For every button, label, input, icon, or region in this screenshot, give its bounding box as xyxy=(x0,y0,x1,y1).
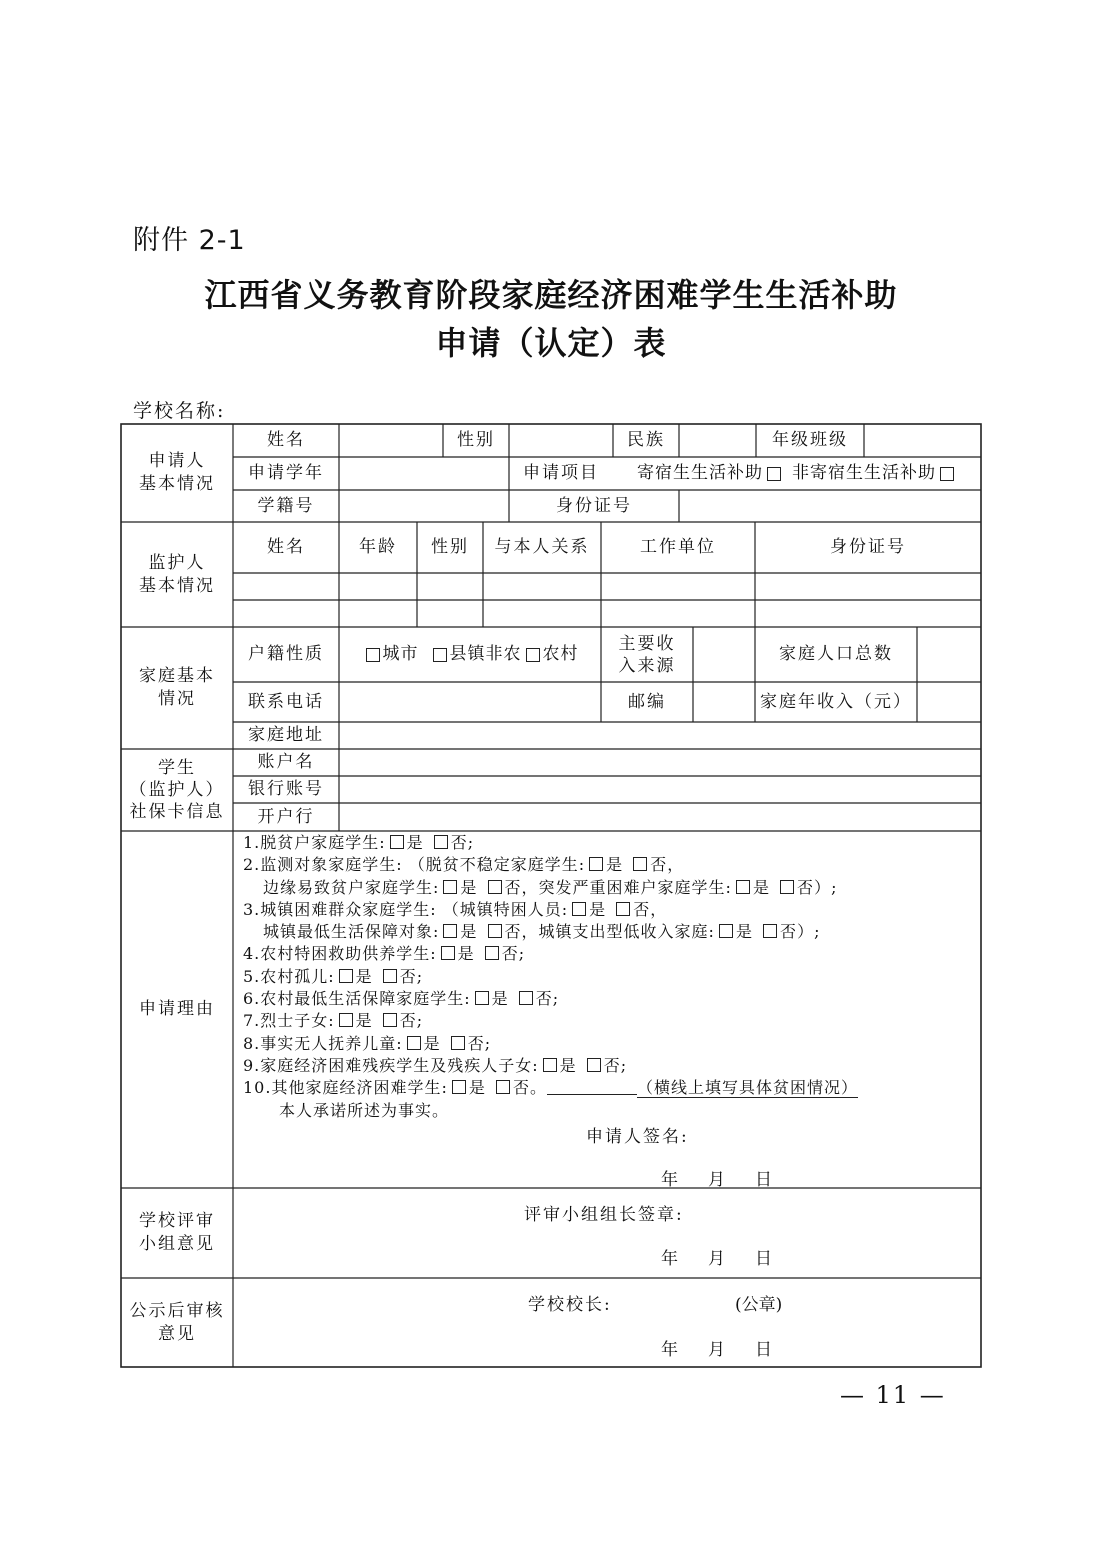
label-income-source: 主要收 入来源 xyxy=(618,633,676,676)
official-seal-label: (公章) xyxy=(735,1295,783,1315)
other-detail-line[interactable] xyxy=(547,1080,637,1095)
label-phone: 联系电话 xyxy=(248,691,324,712)
non-boarding-checkbox[interactable] xyxy=(940,467,954,481)
non-boarding-label: 非寄宿生生活补助 xyxy=(792,463,936,483)
label-bank-account: 银行账号 xyxy=(248,779,324,799)
boarding-label: 寄宿生生活补助 xyxy=(637,463,763,483)
reason-item: 1.脱贫户家庭学生: 是 否; xyxy=(243,833,475,852)
checkbox[interactable] xyxy=(543,1058,557,1072)
checkbox[interactable] xyxy=(434,835,448,849)
reason-list xyxy=(243,832,858,1122)
checkbox[interactable] xyxy=(616,902,630,916)
checkbox[interactable] xyxy=(383,969,397,983)
label-id-no: 身份证号 xyxy=(556,495,632,516)
label-annual-income: 家庭年收入（元） xyxy=(760,691,912,712)
ethnicity-field[interactable] xyxy=(679,424,756,457)
gender-field[interactable] xyxy=(509,424,613,457)
label-student-no: 学籍号 xyxy=(257,495,315,516)
principal-label: 学校校长: xyxy=(528,1295,612,1315)
page-number: — 11 — xyxy=(840,1381,946,1409)
label-bank: 开户行 xyxy=(257,806,315,827)
checkbox[interactable] xyxy=(633,857,647,871)
city-checkbox[interactable] xyxy=(366,648,380,662)
attachment-label: 附件 2-1 xyxy=(133,225,246,256)
guardian-header-age: 年龄 xyxy=(359,537,397,557)
rural-label: 农村 xyxy=(542,644,579,664)
applicant-date: 年 月 日 xyxy=(661,1170,772,1190)
reason-item: 3.城镇困难群众家庭学生: （城镇特困人员: 是 否， xyxy=(243,899,668,919)
checkbox[interactable] xyxy=(443,880,457,894)
checkbox[interactable] xyxy=(339,1013,353,1027)
label-address: 家庭地址 xyxy=(248,725,324,745)
section-reason: 申请理由 xyxy=(139,999,215,1019)
reason-item: 8.事实无人抚养儿童: 是 否; xyxy=(243,1033,492,1053)
checkbox[interactable] xyxy=(451,1036,465,1050)
town-label: 县镇非农 xyxy=(449,644,522,664)
label-household-type: 户籍性质 xyxy=(248,644,324,664)
label-gender: 性别 xyxy=(457,430,495,450)
name-field[interactable] xyxy=(339,424,443,457)
school-name-label: 学校名称: xyxy=(133,400,226,422)
rural-checkbox[interactable] xyxy=(526,648,540,662)
section-card: 学生 （监护人） 社保卡信息 xyxy=(129,758,225,822)
form-title-line2: 申请（认定）表 xyxy=(435,324,667,362)
address-field[interactable] xyxy=(339,722,981,749)
guardian-header-name: 姓名 xyxy=(267,537,305,557)
section-family: 家庭基本 情况 xyxy=(139,666,215,709)
checkbox[interactable] xyxy=(519,991,533,1005)
checkbox[interactable] xyxy=(736,880,750,894)
checkbox[interactable] xyxy=(587,1058,601,1072)
checkbox[interactable] xyxy=(407,1036,421,1050)
checkbox[interactable] xyxy=(496,1080,510,1094)
leader-signature-label: 评审小组组长签章: xyxy=(524,1205,684,1225)
account-name-field[interactable] xyxy=(339,749,981,776)
checkbox[interactable] xyxy=(441,946,455,960)
label-ethnicity: 民族 xyxy=(627,430,665,450)
bank-field[interactable] xyxy=(339,803,981,831)
label-apply-item: 申请项目 xyxy=(523,463,599,483)
checkbox[interactable] xyxy=(488,880,502,894)
section-guardian: 监护人 基本情况 xyxy=(139,552,215,596)
phone-field[interactable] xyxy=(339,682,601,722)
label-grade-class: 年级班级 xyxy=(772,430,848,450)
label-name: 姓名 xyxy=(267,430,305,450)
reason-item: 10.其他家庭经济困难学生: 是 否。 （横线上填写具体贫困情况） xyxy=(243,1078,858,1098)
form-title-line1: 江西省义务教育阶段家庭经济困难学生生活补助 xyxy=(204,276,898,314)
checkbox[interactable] xyxy=(763,924,777,938)
label-postcode: 邮编 xyxy=(628,691,666,712)
section-post-review: 公示后审核 意见 xyxy=(129,1300,225,1344)
checkbox[interactable] xyxy=(780,880,794,894)
guardian-header-gender: 性别 xyxy=(431,537,469,557)
label-apply-year: 申请学年 xyxy=(248,463,324,483)
checkbox[interactable] xyxy=(719,924,733,938)
section-applicant: 申请人 基本情况 xyxy=(139,451,215,494)
town-checkbox[interactable] xyxy=(433,648,447,662)
grade-class-field[interactable] xyxy=(864,424,981,457)
bank-account-field[interactable] xyxy=(339,776,981,803)
checkbox[interactable] xyxy=(589,857,603,871)
checkbox[interactable] xyxy=(475,991,489,1005)
label-population: 家庭人口总数 xyxy=(779,644,893,664)
id-no-field[interactable] xyxy=(679,490,981,522)
reason-item: 4.农村特困救助供养学生: 是 否; xyxy=(243,944,526,964)
guardian-header-relation: 与本人关系 xyxy=(494,537,590,557)
guardian-header-employer: 工作单位 xyxy=(640,537,716,557)
section-school-review: 学校评审 小组意见 xyxy=(139,1211,215,1254)
checkbox[interactable] xyxy=(339,969,353,983)
reason-item: 5.农村孤儿: 是 否; xyxy=(243,966,424,986)
reason-item: 7.烈士子女: 是 否; xyxy=(243,1011,424,1031)
checkbox[interactable] xyxy=(572,902,586,916)
city-label: 城市 xyxy=(382,644,419,664)
apply-year-field[interactable] xyxy=(339,457,509,490)
checkbox[interactable] xyxy=(485,946,499,960)
promise-text: 本人承诺所述为事实。 xyxy=(279,1100,450,1120)
post-review-date: 年 月 日 xyxy=(661,1340,772,1360)
boarding-checkbox[interactable] xyxy=(767,467,781,481)
checkbox[interactable] xyxy=(443,924,457,938)
apply-item-options xyxy=(613,457,981,490)
reason-item: 2.监测对象家庭学生: （脱贫不稳定家庭学生: 是 否， xyxy=(243,855,685,875)
reason-item: 城镇最低生活保障对象: 是 否，城镇支出型低收入家庭: 是 否）; xyxy=(263,922,821,942)
checkbox[interactable] xyxy=(488,924,502,938)
checkbox[interactable] xyxy=(390,835,404,849)
reason-item: 6.农村最低生活保障家庭学生: 是 否; xyxy=(243,989,560,1009)
label-account-name: 账户名 xyxy=(257,752,315,772)
student-no-field[interactable] xyxy=(339,490,509,522)
checkbox[interactable] xyxy=(452,1080,466,1094)
reason-item: 边缘易致贫户家庭学生: 是 否，突发严重困难户家庭学生: 是 否）; xyxy=(263,877,838,897)
household-type-options xyxy=(339,627,601,682)
review-date: 年 月 日 xyxy=(661,1249,772,1269)
annual-income-field[interactable] xyxy=(917,682,981,722)
postcode-field[interactable] xyxy=(693,682,755,722)
income-source-field[interactable] xyxy=(693,627,755,682)
other-detail-note: （横线上填写具体贫困情况） xyxy=(636,1078,858,1098)
population-field[interactable] xyxy=(917,627,981,682)
checkbox[interactable] xyxy=(383,1013,397,1027)
guardian-header-id: 身份证号 xyxy=(830,537,906,557)
reason-item: 9.家庭经济困难残疾学生及残疾人子女: 是 否; xyxy=(243,1055,628,1075)
applicant-signature-label: 申请人签名: xyxy=(586,1127,689,1147)
